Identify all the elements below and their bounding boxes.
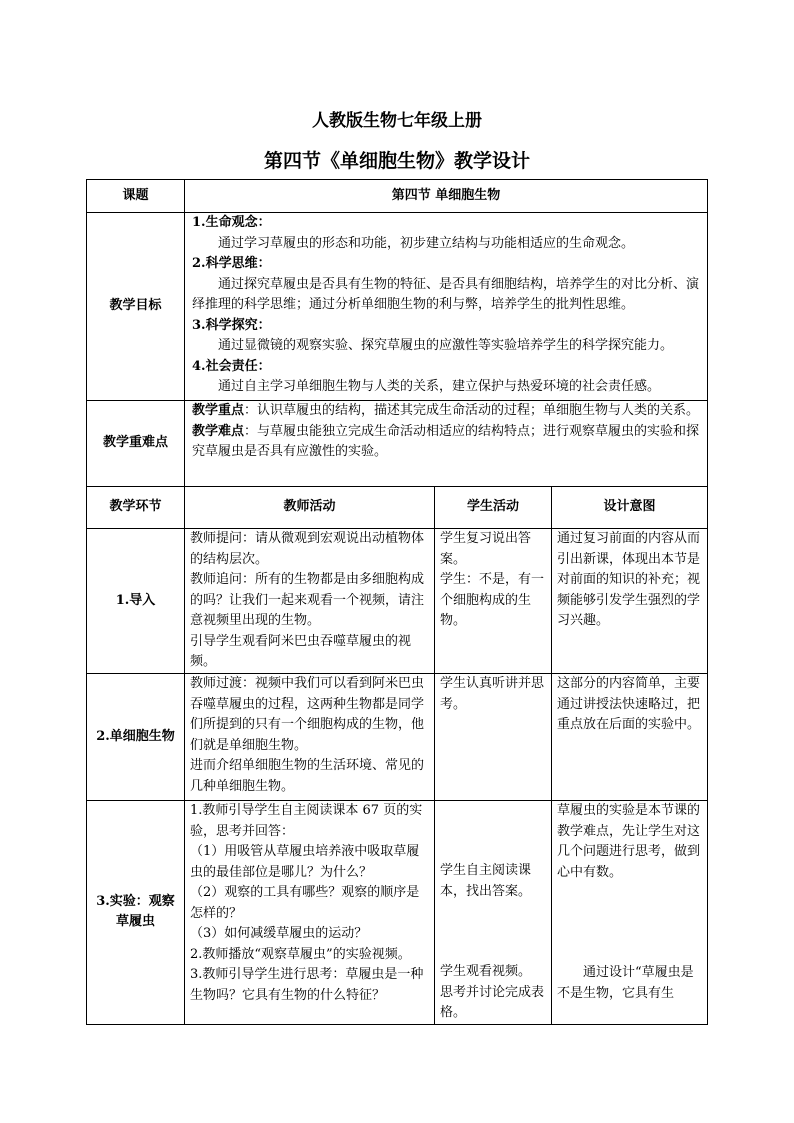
teacher-line: （3）如何减缓草履虫的运动？ bbox=[190, 926, 368, 941]
student-line: 学生：不是，有一个细胞构成的生物。 bbox=[440, 572, 545, 628]
teacher-activity bbox=[185, 801, 435, 1025]
activity-header-row bbox=[87, 487, 708, 529]
teacher-line: 教师追问：所有的生物都是由多细胞构成的吗？让我们一起来观看一个视频，请注意视频里出现的生物。 bbox=[190, 572, 425, 628]
objective-heading: 1.生命观念： bbox=[192, 215, 271, 230]
student-line: 学生自主阅读课本，找出答案。 bbox=[440, 863, 532, 899]
header-teacher: 教师活动 bbox=[185, 487, 435, 529]
stage-row-single-cell bbox=[87, 674, 708, 801]
student-activity bbox=[435, 801, 552, 1025]
objectives-row bbox=[87, 213, 708, 401]
teacher-line: 教师过渡：视频中我们可以看到阿米巴虫吞噬草履虫的过程，这两种生物都是同学们所提到的只有一个细胞构成的生物，他们就是单细胞生物。 bbox=[190, 676, 425, 753]
objective-text: 通过自主学习单细胞生物与人类的关系，建立保护与热爱环境的社会责任感。 bbox=[218, 379, 661, 394]
objective-heading: 3.科学探究： bbox=[192, 317, 271, 333]
student-line: 学生认真听讲并思考。 bbox=[440, 676, 545, 712]
student-line: 学生观看视频。 bbox=[440, 964, 532, 979]
teacher-activity bbox=[185, 674, 435, 801]
design-intent bbox=[552, 801, 708, 1025]
teacher-activity bbox=[185, 529, 435, 674]
objective-text: 通过学习草履虫的形态和功能，初步建立结构与功能相适应的生命观念。 bbox=[218, 235, 635, 251]
header-stage: 教学环节 bbox=[87, 487, 185, 529]
objectives-content bbox=[185, 213, 708, 401]
teacher-line: 3.教师引导学生进行思考：草履虫是一种生物吗？它具有生物的什么特征？ bbox=[190, 967, 424, 1003]
stage-label: 1.导入 bbox=[87, 529, 185, 674]
intent-line: 草履虫的实验是本节课的教学难点，先让学生对这几个问题进行思考，做到心中有数。 bbox=[557, 803, 701, 880]
teacher-line: 2.教师播放“观察草履虫”的实验视频。 bbox=[190, 946, 411, 962]
objective-text: 通过显微镜的观察实验、探究草履虫的应激性等实验培养学生的科学探究能力。 bbox=[218, 338, 674, 353]
topic-row bbox=[87, 180, 708, 213]
teacher-line: 引导学生观看阿米巴虫吞噬草履虫的视频。 bbox=[190, 633, 412, 669]
key-points-row bbox=[87, 401, 708, 487]
objective-text: 通过探究草履虫是否具有生物的特征、是否具有细胞结构，培养学生的对比分析、演绎推理的科学思维；通过分析单细胞生物的利与弊，培养学生的批判性思维。 bbox=[192, 276, 700, 312]
student-activity bbox=[435, 529, 552, 674]
teacher-line: 进而介绍单细胞生物的生活环境、常见的几种单细胞生物。 bbox=[190, 758, 425, 794]
header-student: 学生活动 bbox=[435, 487, 552, 529]
intent-line: 通过设计“草履虫是不是生物，它具有生 bbox=[557, 965, 694, 1001]
intent-line: 通过复习前面的内容从而引出新课，体现出本节是对前面的知识的补充；视频能够引发学生强烈的学习兴趣。 bbox=[557, 531, 701, 628]
teaching-difficulty bbox=[192, 422, 702, 463]
teacher-line: 1.教师引导学生自主阅读课本 67 页的实验，思考并回答： bbox=[190, 803, 423, 839]
document-title: 人教版生物七年级上册 bbox=[312, 111, 482, 131]
teaching-focus bbox=[192, 401, 702, 422]
design-intent bbox=[552, 529, 708, 674]
difficulty-text: ：与草履虫能独立完成生命活动相适应的结构特点；进行观察草履虫的实验和探究草履虫是否具有应激性的实验。 bbox=[192, 423, 700, 459]
stage-row-experiment bbox=[87, 801, 708, 1025]
teacher-line: （1）用吸管从草履虫培养液中吸取草履虫的最佳部位是哪儿？为什么？ bbox=[190, 844, 420, 880]
lesson-title: 第四节《单细胞生物》教学设计 bbox=[263, 150, 530, 172]
difficulty-label: 教学难点 bbox=[192, 423, 245, 439]
stage-row-intro bbox=[87, 529, 708, 674]
stage-label: 3.实验：观察草履虫 bbox=[87, 801, 185, 1025]
topic-value: 第四节 单细胞生物 bbox=[185, 180, 708, 213]
teacher-line: （2）观察的工具有哪些？观察的顺序是怎样的？ bbox=[190, 885, 420, 921]
student-line: 思考并讨论完成表格。 bbox=[440, 984, 545, 1020]
student-activity bbox=[435, 674, 552, 801]
intent-line: 这部分的内容简单，主要通过讲授法快速略过，把重点放在后面的实验中。 bbox=[557, 676, 701, 732]
header-intent: 设计意图 bbox=[552, 487, 708, 529]
focus-label: 教学重点 bbox=[192, 403, 245, 418]
key-points-content bbox=[185, 401, 708, 487]
student-line: 学生复习说出答案。 bbox=[440, 531, 532, 567]
stage-label: 2.单细胞生物 bbox=[87, 674, 185, 801]
design-intent bbox=[552, 674, 708, 801]
teacher-line: 教师提问：请从微观到宏观说出动植物体的结构层次。 bbox=[190, 531, 425, 567]
objectives-label: 教学目标 bbox=[87, 213, 185, 401]
key-points-label: 教学重难点 bbox=[87, 401, 185, 487]
focus-text: ：认识草履虫的结构，描述其完成生命活动的过程；单细胞生物与人类的关系。 bbox=[244, 403, 700, 418]
lesson-plan-table bbox=[86, 179, 708, 1025]
objective-heading: 4.社会责任： bbox=[192, 358, 271, 374]
objective-heading: 2.科学思维： bbox=[192, 256, 271, 271]
topic-label: 课题 bbox=[87, 180, 185, 213]
